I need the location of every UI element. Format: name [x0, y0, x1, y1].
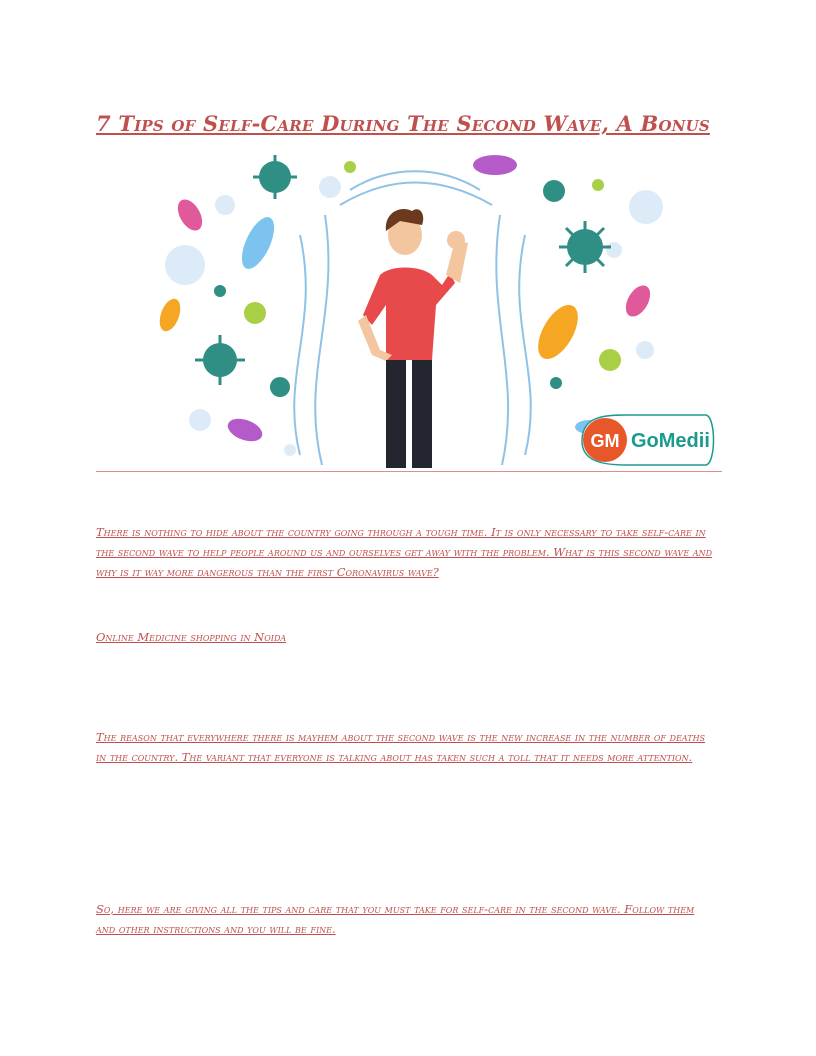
gomedii-logo — [582, 415, 714, 465]
hero-illustration — [150, 155, 722, 471]
page-title: 7 Tips of Self-Care During The Second Wave, A Bonus — [96, 111, 710, 136]
online-medicine-link[interactable]: Online Medicine shopping in Noida — [96, 630, 287, 644]
person-illustration — [358, 209, 468, 468]
divider — [96, 471, 722, 472]
tips-paragraph: So, here we are giving all the tips and care that you must take for self-care in the second wave. Follow them and other instructions and you will be fine. — [96, 902, 695, 936]
logo-wordmark: GoMedii — [631, 430, 710, 452]
logo-badge: GM — [590, 431, 620, 451]
intro-paragraph: There is nothing to hide about the country going through a tough time. It is only necessary to take self-care in the second wave to help people around us and ourselves get away with the problem. What is this second wave and why is it way more dangerous than the first Coronavirus wave? — [96, 525, 713, 579]
reason-paragraph: The reason that everywhere there is mayhem about the second wave is the new increase in the number of deaths in the country. The variant that everyone is talking about has taken such a toll that it needs more attention. — [96, 730, 706, 764]
